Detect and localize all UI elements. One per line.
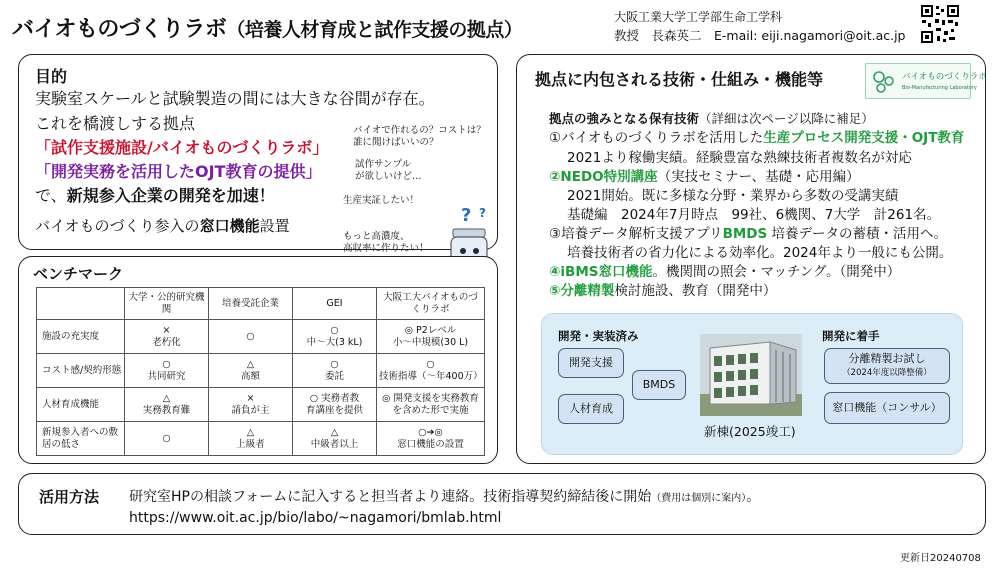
feature-item-4 <box>549 260 900 280</box>
implemented-label: 開発・実装済み <box>558 329 639 343</box>
cell-text: 委託 <box>324 370 344 382</box>
bmds-box: BMDS <box>632 370 686 400</box>
purpose-line <box>35 183 275 206</box>
purpose-line <box>35 215 290 236</box>
row-label: コスト感/契約形態 <box>37 354 125 388</box>
purpose-line5-pre: で、 <box>35 186 67 205</box>
features-heading: 拠点に内包される技術・仕組み・機能等 <box>535 70 824 89</box>
building-caption: 新棟(2025竣工) <box>704 424 796 439</box>
purpose-highlight-ojt: 「開発実務を活用したOJT教育の提供」 <box>35 162 322 181</box>
svg-text:?: ? <box>461 205 472 226</box>
strength-heading-bold: 拠点の強みとなる保有技術 <box>549 111 700 126</box>
benchmark-panel <box>18 256 498 464</box>
bubble-text: が欲しいけど… <box>355 171 422 182</box>
cell-symbol: ○➔◎ <box>418 426 443 438</box>
new-building-icon <box>700 334 802 416</box>
table-header-cell: GEI <box>293 288 377 320</box>
feature-text: ①バイオものづくりラボを活用した <box>549 130 764 146</box>
separation-trial-text: 分離精製お試し <box>848 352 926 365</box>
table-cell <box>209 422 293 456</box>
table-cell <box>209 388 293 422</box>
lab-logo-subtext: Bio-Manufacturing Laboratory <box>902 85 977 91</box>
cell-text: 小～中規模(30 L) <box>392 336 469 348</box>
purpose-line5-bold: 新規参入企業の開発を加速！ <box>66 186 275 205</box>
feature-detail: 培養技術者の省力化による効率化。2024年より一般にも公開。 <box>567 245 953 261</box>
purpose-line: 実験室スケールと試験製造の間には大きな谷間が存在。 <box>35 89 435 108</box>
bubble-text: もっと高濃度、 <box>343 231 410 242</box>
features-panel <box>516 54 986 464</box>
strength-heading-note: （詳細は次ページ以降に補足） <box>699 111 874 126</box>
purpose-line6-post: 設置 <box>259 217 290 235</box>
cell-text: 共同研究 <box>147 370 186 382</box>
feature-highlight: ②NEDO特別講座 <box>549 169 658 185</box>
feature-highlight: 生産プロセス開発支援・OJT教育 <box>763 130 965 146</box>
usage-text: 研究室HPの相談フォームに記入すると担当者より連絡。技術指導契約締結後に開始 <box>129 489 652 505</box>
usage-label: 活用方法 <box>39 488 100 506</box>
bubble-text: バイオで作れるの？コストは？ <box>353 125 486 136</box>
cell-symbol: ○ <box>246 330 255 342</box>
question-bubble: 生産実証したい！ <box>343 195 420 206</box>
cell-text: 請負が主 <box>231 404 270 416</box>
table-cell <box>125 422 209 456</box>
cell-symbol: △ <box>162 392 171 404</box>
cell-symbol: ○ 実務者教 <box>309 392 360 404</box>
feature-text: （実技セミナー、基礎・応用編） <box>657 169 860 185</box>
cell-text: 上級者 <box>236 438 265 450</box>
usage-end: 。 <box>746 489 761 505</box>
table-cell <box>293 388 377 422</box>
lab-logo <box>865 63 987 99</box>
cell-text: 実務教育難 <box>142 404 191 416</box>
facility-diagram <box>541 313 963 455</box>
table-header-row <box>37 288 485 320</box>
purpose-line6-bold: 窓口機能 <box>199 217 260 235</box>
bubble-text: 高収率に作りたい！ <box>343 243 429 254</box>
table-cell <box>293 320 377 354</box>
table-cell <box>209 320 293 354</box>
table-cell <box>377 354 485 388</box>
row-label: 施設の充実度 <box>37 320 125 354</box>
contact-info: 教授 長森英二 E-mail: eiji.nagamori@oit.ac.jp <box>614 28 906 43</box>
benchmark-table <box>36 287 485 456</box>
title-sub: （培養人材育成と試作支援の拠点） <box>226 19 523 41</box>
purpose-line: これを橋渡しする拠点 <box>35 114 196 133</box>
feature-text: ③培養データ解析支援アプリ <box>549 226 723 242</box>
table-cell <box>209 354 293 388</box>
question-bubble <box>343 231 429 255</box>
feature-text: 検討施設、教育（開発中） <box>614 283 777 299</box>
table-row <box>37 388 485 422</box>
svg-text:?: ? <box>479 206 486 220</box>
cell-symbol: × <box>246 392 255 404</box>
cell-text: 育講座を提供 <box>305 404 363 416</box>
purpose-highlight-facility: 「試作支援施設/バイオものづくりラボ」 <box>35 138 329 157</box>
table-row <box>37 422 485 456</box>
lab-logo-text: バイオものづくりラボ <box>902 72 987 82</box>
table-header-cell: 大学・公的研究機関 <box>125 288 209 320</box>
purpose-heading: 目的 <box>35 67 68 86</box>
cell-text: 中級者以上 <box>310 438 359 450</box>
cell-symbol: ◎ 開発支援を実務教育 <box>382 392 479 404</box>
cell-symbol: ○ <box>162 358 171 370</box>
purpose-panel <box>18 54 498 254</box>
table-header-cell: 培養受託企業 <box>209 288 293 320</box>
separation-trial-box <box>824 348 950 384</box>
table-cell <box>125 320 209 354</box>
cell-text: を含めた形で実施 <box>392 404 469 416</box>
page-title <box>12 12 522 43</box>
usage-note: （費用は個別に案内） <box>651 493 747 504</box>
table-header-cell <box>37 288 125 320</box>
feature-text: 。機関間の照会・マッチング。（開発中） <box>652 264 901 280</box>
training-box: 人材育成 <box>558 394 624 424</box>
in-development-label: 開発に着手 <box>822 329 880 343</box>
table-row <box>37 320 485 354</box>
feature-detail: 2021開始。既に多様な分野・業界から多数の受講実績 <box>567 188 899 204</box>
table-header-cell: 大阪工大バイオものづくりラボ <box>377 288 485 320</box>
row-label: 新規参入者への敷居の低さ <box>37 422 125 456</box>
feature-detail: 基礎編 2024年7月時点 99社、6機関、7大学 計261名。 <box>567 207 941 223</box>
cell-text: 中～大(3 kL) <box>306 336 363 348</box>
contact-function-box: 窓口機能（コンサル） <box>824 392 950 424</box>
feature-detail: 2021より稼働実績。経験豊富な熟練技術者複数名が対応 <box>567 150 912 166</box>
table-cell <box>377 320 485 354</box>
cell-symbol: × <box>162 324 171 336</box>
feature-highlight: BMDS <box>722 226 768 242</box>
cell-symbol: ○ <box>330 358 339 370</box>
cell-text: 老朽化 <box>152 336 181 348</box>
feature-item-3 <box>549 222 947 242</box>
table-cell <box>125 354 209 388</box>
cell-symbol: △ <box>330 426 339 438</box>
cell-symbol: ○ <box>330 324 339 336</box>
cell-symbol: ○ <box>162 432 171 444</box>
cell-symbol: △ <box>246 426 255 438</box>
cell-text: 技術指導（～年400万） <box>379 370 483 382</box>
strength-heading <box>549 109 874 127</box>
table-cell <box>293 354 377 388</box>
feature-highlight: ⑤分離精製 <box>549 283 615 299</box>
question-bubble <box>353 125 486 149</box>
feature-item-1 <box>549 126 964 146</box>
qr-code-icon <box>920 4 960 44</box>
title-main: バイオものづくりラボ <box>12 17 227 42</box>
benchmark-heading: ベンチマーク <box>33 265 124 283</box>
lab-logo-icon <box>870 68 898 96</box>
purpose-line6-pre: バイオものづくり参入の <box>35 217 200 235</box>
table-cell <box>377 388 485 422</box>
usage-panel <box>18 473 986 535</box>
cell-symbol: △ <box>246 358 255 370</box>
table-row <box>37 354 485 388</box>
feature-highlight: ④iBMS窓口機能 <box>549 264 653 280</box>
row-label: 人材育成機能 <box>37 388 125 422</box>
cell-symbol: ◎ P2レベル <box>404 324 457 336</box>
usage-description <box>129 486 760 506</box>
cell-text: 窓口機能の設置 <box>397 438 464 450</box>
lab-url-link[interactable]: https://www.oit.ac.jp/bio/labo/~nagamori/bmlab.html <box>129 510 502 526</box>
feature-item-5 <box>549 279 776 299</box>
bubble-text: 誰に聞けばいいの？ <box>353 137 439 148</box>
question-bubble <box>355 159 422 183</box>
cell-text: 高額 <box>240 370 260 382</box>
separation-trial-note: （2024年度以降整備） <box>842 368 932 378</box>
dev-support-box: 開発支援 <box>558 348 624 378</box>
updated-date: 更新日20240708 <box>900 553 981 564</box>
feature-text: 培養データの蓄積・活用へ。 <box>767 226 948 242</box>
table-cell <box>377 422 485 456</box>
table-cell <box>125 388 209 422</box>
feature-item-2 <box>549 165 860 185</box>
cell-symbol: ○ <box>426 358 435 370</box>
affiliation: 大阪工業大学工学部生命工学科 <box>614 10 783 24</box>
table-cell <box>293 422 377 456</box>
bubble-text: 試作サンプル <box>355 159 412 170</box>
